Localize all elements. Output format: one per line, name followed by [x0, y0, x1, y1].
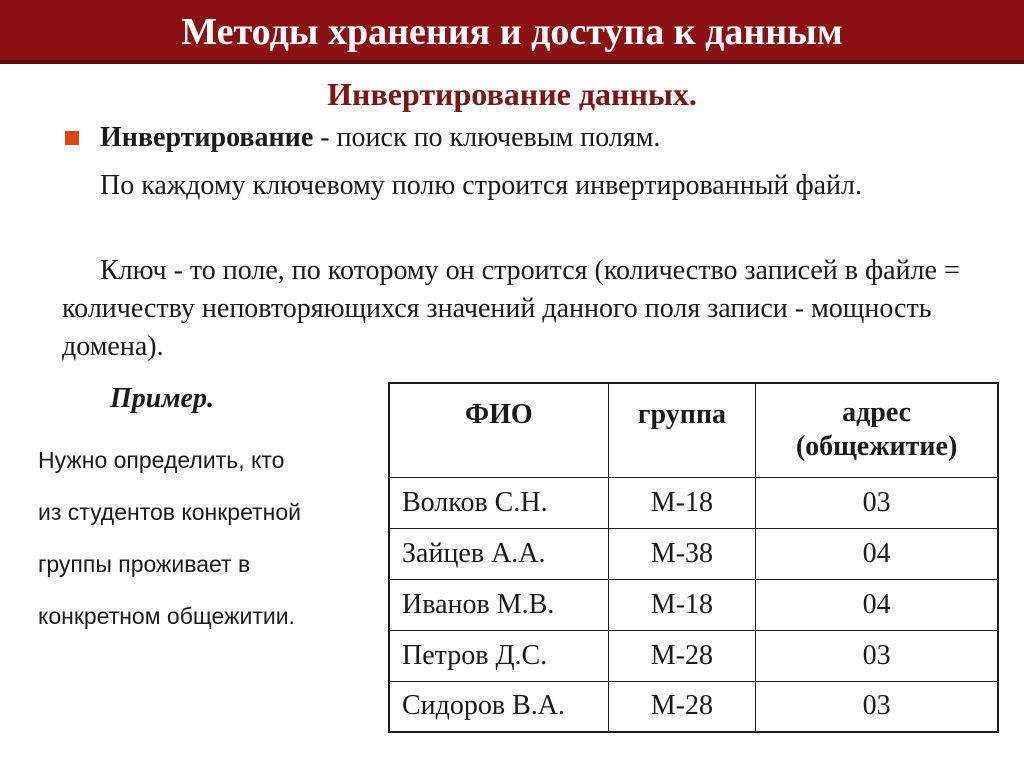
cell-group: М-18 — [608, 579, 756, 630]
table-row — [389, 630, 998, 681]
cell-address: 03 — [756, 630, 998, 681]
bullet-square-icon — [65, 131, 79, 145]
cell-name: Волков С.Н. — [389, 477, 608, 528]
table-row — [389, 579, 998, 630]
table-row — [389, 477, 998, 528]
example-description — [38, 434, 378, 642]
bullet-paragraph — [100, 120, 1000, 156]
cell-name: Петров Д.С. — [389, 630, 608, 681]
students-table — [388, 382, 999, 733]
table-header-row — [389, 383, 998, 477]
header-group: группа — [608, 383, 756, 477]
cell-address: 04 — [756, 528, 998, 579]
cell-group: М-28 — [608, 681, 756, 732]
cell-address: 03 — [756, 681, 998, 732]
cell-group: М-38 — [608, 528, 756, 579]
bullet-term: Инвертирование — [100, 122, 314, 153]
cell-name: Иванов М.В. — [389, 579, 608, 630]
header-name: ФИО — [389, 383, 608, 477]
example-line: Нужно определить, кто — [38, 447, 285, 473]
example-label: Пример. — [110, 383, 214, 414]
table-row — [389, 528, 998, 579]
title-bar — [0, 0, 1024, 64]
bullet-definition: - поиск по ключевым полям. — [313, 122, 661, 153]
cell-address: 03 — [756, 477, 998, 528]
header-address — [756, 383, 998, 477]
example-line: группы проживает в — [38, 551, 251, 577]
paragraph-inverted-file: По каждому ключевому полю строится инвертированный файл. — [100, 170, 863, 201]
header-address-line2: (общежитие) — [795, 431, 958, 463]
header-address-line1: адрес — [842, 397, 912, 429]
cell-group: М-28 — [608, 630, 756, 681]
slide-subtitle: Инвертирование данных. — [327, 76, 697, 112]
cell-address: 04 — [756, 579, 998, 630]
paragraph-key: Ключ - то поле, по которому он строится (количество записей в файле = количеству неповторяющихся значений данного поля записи - мощность домена). — [62, 255, 960, 362]
slide-title: Методы хранения и доступа к данным — [181, 11, 843, 53]
cell-name: Зайцев А.А. — [389, 528, 608, 579]
cell-group: М-18 — [608, 477, 756, 528]
table-row — [389, 681, 998, 732]
cell-name: Сидоров В.А. — [389, 681, 608, 732]
example-line: конкретном общежитии. — [38, 603, 295, 629]
example-line: из студентов конкретной — [38, 499, 301, 525]
